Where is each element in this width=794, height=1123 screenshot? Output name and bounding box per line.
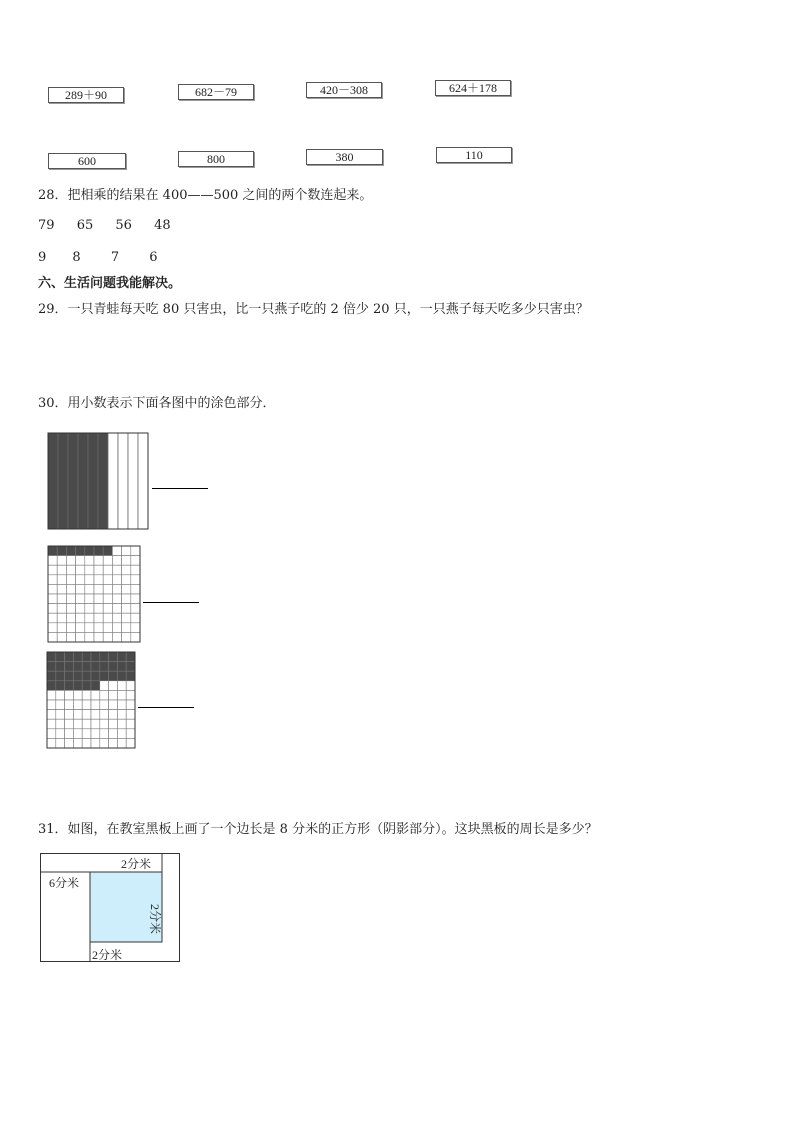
grid-cell <box>112 604 121 614</box>
grid-cell <box>82 710 91 720</box>
grid-cell <box>65 719 74 729</box>
grid-cell <box>65 671 74 681</box>
grid-cell <box>65 700 74 710</box>
grid-cell <box>48 575 57 585</box>
grid-cell <box>126 738 135 748</box>
grid-cell <box>117 681 126 691</box>
grid-cell <box>117 690 126 700</box>
grid-cell <box>91 700 100 710</box>
grid-cell <box>76 575 85 585</box>
label-top: 2分米 <box>121 857 152 871</box>
expr-box-3: 420－308 <box>306 82 382 98</box>
grid-cell <box>100 690 109 700</box>
answer-blank-1[interactable] <box>152 488 208 489</box>
grid-cell <box>66 594 75 604</box>
grid-cell <box>76 565 85 575</box>
grid-cell <box>100 719 109 729</box>
grid-cell <box>47 662 56 672</box>
grid-cell <box>109 700 118 710</box>
grid-cell <box>94 546 103 556</box>
grid-cell <box>57 632 66 642</box>
grid-cell <box>73 719 82 729</box>
number: 8 <box>72 250 81 265</box>
grid-cell <box>126 681 135 691</box>
grid-cell <box>91 652 100 662</box>
grid-cell <box>73 729 82 739</box>
question-31: 31．如图，在教室黑板上画了一个边长是 8 分米的正方形（阴影部分）。这块黑板的周长是多少？ <box>38 822 598 837</box>
grid-cell <box>100 671 109 681</box>
grid-cell <box>122 575 131 585</box>
grid-cell <box>91 662 100 672</box>
grid-cell <box>66 556 75 566</box>
grid-cell <box>131 604 140 614</box>
grid-cell <box>126 719 135 729</box>
grid-cell <box>65 738 74 748</box>
grid-cell <box>65 710 74 720</box>
grid-cell <box>94 556 103 566</box>
grid-cell <box>100 681 109 691</box>
expr-box-2: 682－79 <box>178 84 254 100</box>
grid-cell <box>48 594 57 604</box>
grid-cell <box>85 604 94 614</box>
grid-cell <box>47 719 56 729</box>
grid-cell <box>73 700 82 710</box>
grid-cell <box>56 738 65 748</box>
grid-cell <box>57 584 66 594</box>
grid-cell <box>82 729 91 739</box>
grid-cell <box>73 671 82 681</box>
grid-cell <box>47 690 56 700</box>
grid-cell <box>65 681 74 691</box>
grid-cell <box>66 613 75 623</box>
grid-cell <box>85 575 94 585</box>
grid-cell <box>91 671 100 681</box>
answer-blank-3[interactable] <box>138 707 194 708</box>
grid-cell <box>109 652 118 662</box>
grid-cell <box>47 700 56 710</box>
number: 6 <box>149 250 158 265</box>
grid-cell <box>91 690 100 700</box>
grid-cell <box>56 719 65 729</box>
grid-cell <box>131 565 140 575</box>
grid-cell <box>112 623 121 633</box>
column-cell <box>138 433 148 529</box>
grid-cell <box>103 594 112 604</box>
grid-cell <box>117 729 126 739</box>
grid-cell <box>57 613 66 623</box>
grid-cell <box>94 565 103 575</box>
grid-cell <box>122 556 131 566</box>
expr-box-1: 289＋90 <box>48 87 124 103</box>
column-cell <box>68 433 78 529</box>
grid-cell <box>94 575 103 585</box>
grid-cell <box>47 671 56 681</box>
column-cell <box>88 433 98 529</box>
grid-cell <box>109 690 118 700</box>
grid-cell <box>73 652 82 662</box>
grid-cell <box>56 690 65 700</box>
number: 56 <box>115 218 132 233</box>
grid-cell <box>48 604 57 614</box>
grid-cell <box>91 681 100 691</box>
grid-cell <box>109 738 118 748</box>
grid-cell <box>48 613 57 623</box>
grid-cell <box>100 652 109 662</box>
grid-cell <box>76 594 85 604</box>
grid-cell <box>48 546 57 556</box>
grid-cell <box>122 623 131 633</box>
grid-cell <box>91 729 100 739</box>
question-29: 29．一只青蛙每天吃 80 只害虫，比一只燕子吃的 2 倍少 20 只，一只燕子每天吃多少只害虫？ <box>38 302 589 317</box>
grid-cell <box>100 662 109 672</box>
grid-cell <box>109 662 118 672</box>
grid-cell <box>122 613 131 623</box>
grid-cell <box>94 623 103 633</box>
grid-cell <box>126 671 135 681</box>
grid-cell <box>122 584 131 594</box>
grid-cell <box>76 632 85 642</box>
grid-cell <box>66 575 75 585</box>
grid-cell <box>131 546 140 556</box>
grid-cell <box>112 613 121 623</box>
grid-cell <box>73 738 82 748</box>
grid-cell <box>57 623 66 633</box>
grid-cell <box>82 719 91 729</box>
grid-cell <box>94 632 103 642</box>
number: 7 <box>110 250 120 265</box>
answer-blank-2[interactable] <box>143 602 199 603</box>
grid-cell <box>131 632 140 642</box>
grid-cell <box>66 632 75 642</box>
grid-cell <box>122 632 131 642</box>
grid-cell <box>103 565 112 575</box>
grid-cell <box>126 729 135 739</box>
grid-cell <box>109 671 118 681</box>
expr-box-4: 624＋178 <box>435 80 511 96</box>
grid-cell <box>103 613 112 623</box>
grid-cell <box>57 594 66 604</box>
grid-cell <box>76 584 85 594</box>
column-cell <box>128 433 138 529</box>
grid-cell <box>85 546 94 556</box>
grid-cell <box>122 594 131 604</box>
question-28: 28．把相乘的结果在 400——500 之间的两个数连起来。 <box>38 188 373 203</box>
grid-cell <box>103 575 112 585</box>
grid-cell <box>66 584 75 594</box>
grid-cell <box>66 565 75 575</box>
grid-cell <box>122 565 131 575</box>
grid-cell <box>76 613 85 623</box>
column-cell <box>118 433 128 529</box>
grid-cell <box>109 710 118 720</box>
grid-cell <box>76 556 85 566</box>
grid-cell <box>82 652 91 662</box>
grid-cell <box>117 652 126 662</box>
grid-cell <box>56 710 65 720</box>
grid-cell <box>85 613 94 623</box>
grid-cell <box>65 652 74 662</box>
number-row-1 <box>38 218 189 233</box>
result-box-1: 600 <box>48 153 126 169</box>
grid-cell <box>65 690 74 700</box>
grid-cell <box>57 556 66 566</box>
grid-cell <box>131 594 140 604</box>
grid-cell <box>85 632 94 642</box>
grid-cell <box>73 690 82 700</box>
grid-cell <box>82 700 91 710</box>
grid-cell <box>85 565 94 575</box>
column-cell <box>58 433 68 529</box>
grid-cell <box>76 623 85 633</box>
grid-cell <box>82 690 91 700</box>
grid-cell <box>117 719 126 729</box>
grid-cell <box>82 738 91 748</box>
grid-cell <box>94 613 103 623</box>
grid-cell <box>73 710 82 720</box>
grid-cell <box>117 710 126 720</box>
grid-cell <box>47 681 56 691</box>
grid-cell <box>94 584 103 594</box>
grid-cell <box>91 738 100 748</box>
grid-cell <box>56 681 65 691</box>
grid-cell <box>57 565 66 575</box>
grid-cell <box>66 604 75 614</box>
grid-cell <box>48 584 57 594</box>
section-heading: 六、生活问题我能解决。 <box>38 276 182 291</box>
grid-cell <box>109 719 118 729</box>
column-cell <box>108 433 118 529</box>
number-row-2 <box>38 250 176 265</box>
grid-cell <box>112 546 121 556</box>
grid-cell <box>82 671 91 681</box>
grid-cell <box>57 575 66 585</box>
grid-cell <box>122 546 131 556</box>
grid-cell <box>57 604 66 614</box>
number: 65 <box>76 218 94 233</box>
grid-cell <box>112 575 121 585</box>
number: 48 <box>154 218 171 233</box>
grid-cell <box>48 623 57 633</box>
grid-cell <box>94 594 103 604</box>
number: 79 <box>38 218 55 233</box>
grid-cell <box>85 594 94 604</box>
column-cell <box>48 433 58 529</box>
grid-cell <box>103 584 112 594</box>
figure-1-grid <box>47 432 149 530</box>
grid-cell <box>117 671 126 681</box>
grid-cell <box>56 662 65 672</box>
grid-cell <box>131 575 140 585</box>
grid-cell <box>48 632 57 642</box>
grid-cell <box>122 604 131 614</box>
grid-cell <box>48 565 57 575</box>
grid-cell <box>73 662 82 672</box>
figure-2-grid <box>47 545 141 643</box>
grid-cell <box>66 546 75 556</box>
grid-cell <box>85 584 94 594</box>
grid-cell <box>126 700 135 710</box>
grid-cell <box>47 738 56 748</box>
grid-cell <box>112 632 121 642</box>
grid-cell <box>126 710 135 720</box>
grid-cell <box>100 729 109 739</box>
grid-cell <box>100 710 109 720</box>
grid-cell <box>126 662 135 672</box>
grid-cell <box>73 681 82 691</box>
grid-cell <box>94 604 103 614</box>
figure-3-grid <box>46 651 136 749</box>
grid-cell <box>103 604 112 614</box>
label-left: 6分米 <box>49 876 80 890</box>
grid-cell <box>103 546 112 556</box>
grid-cell <box>56 652 65 662</box>
grid-cell <box>131 584 140 594</box>
grid-cell <box>47 729 56 739</box>
grid-cell <box>131 613 140 623</box>
grid-cell <box>103 632 112 642</box>
grid-cell <box>57 546 66 556</box>
grid-cell <box>112 556 121 566</box>
column-cell <box>78 433 88 529</box>
grid-cell <box>65 729 74 739</box>
grid-cell <box>103 556 112 566</box>
grid-cell <box>65 662 74 672</box>
grid-cell <box>48 556 57 566</box>
result-box-4: 110 <box>436 147 512 163</box>
grid-cell <box>126 652 135 662</box>
grid-cell <box>85 556 94 566</box>
grid-cell <box>91 710 100 720</box>
label-bottom: 2分米 <box>92 948 123 962</box>
grid-cell <box>82 681 91 691</box>
grid-cell <box>100 738 109 748</box>
grid-cell <box>103 623 112 633</box>
grid-cell <box>126 690 135 700</box>
result-box-2: 800 <box>178 151 254 167</box>
label-right: 2分米 <box>148 904 162 935</box>
grid-cell <box>76 604 85 614</box>
grid-cell <box>131 623 140 633</box>
grid-cell <box>85 623 94 633</box>
grid-cell <box>109 681 118 691</box>
grid-cell <box>56 729 65 739</box>
grid-cell <box>47 710 56 720</box>
result-box-3: 380 <box>306 149 383 165</box>
grid-cell <box>112 565 121 575</box>
grid-cell <box>56 700 65 710</box>
grid-cell <box>66 623 75 633</box>
grid-cell <box>117 738 126 748</box>
grid-cell <box>76 546 85 556</box>
grid-cell <box>91 719 100 729</box>
grid-cell <box>117 662 126 672</box>
grid-cell <box>56 671 65 681</box>
column-cell <box>98 433 108 529</box>
grid-cell <box>117 700 126 710</box>
grid-cell <box>131 556 140 566</box>
number: 9 <box>38 250 47 265</box>
grid-cell <box>82 662 91 672</box>
grid-cell <box>100 700 109 710</box>
question-30: 30．用小数表示下面各图中的涂色部分． <box>38 396 276 411</box>
grid-cell <box>112 584 121 594</box>
grid-cell <box>47 652 56 662</box>
grid-cell <box>112 594 121 604</box>
grid-cell <box>109 729 118 739</box>
